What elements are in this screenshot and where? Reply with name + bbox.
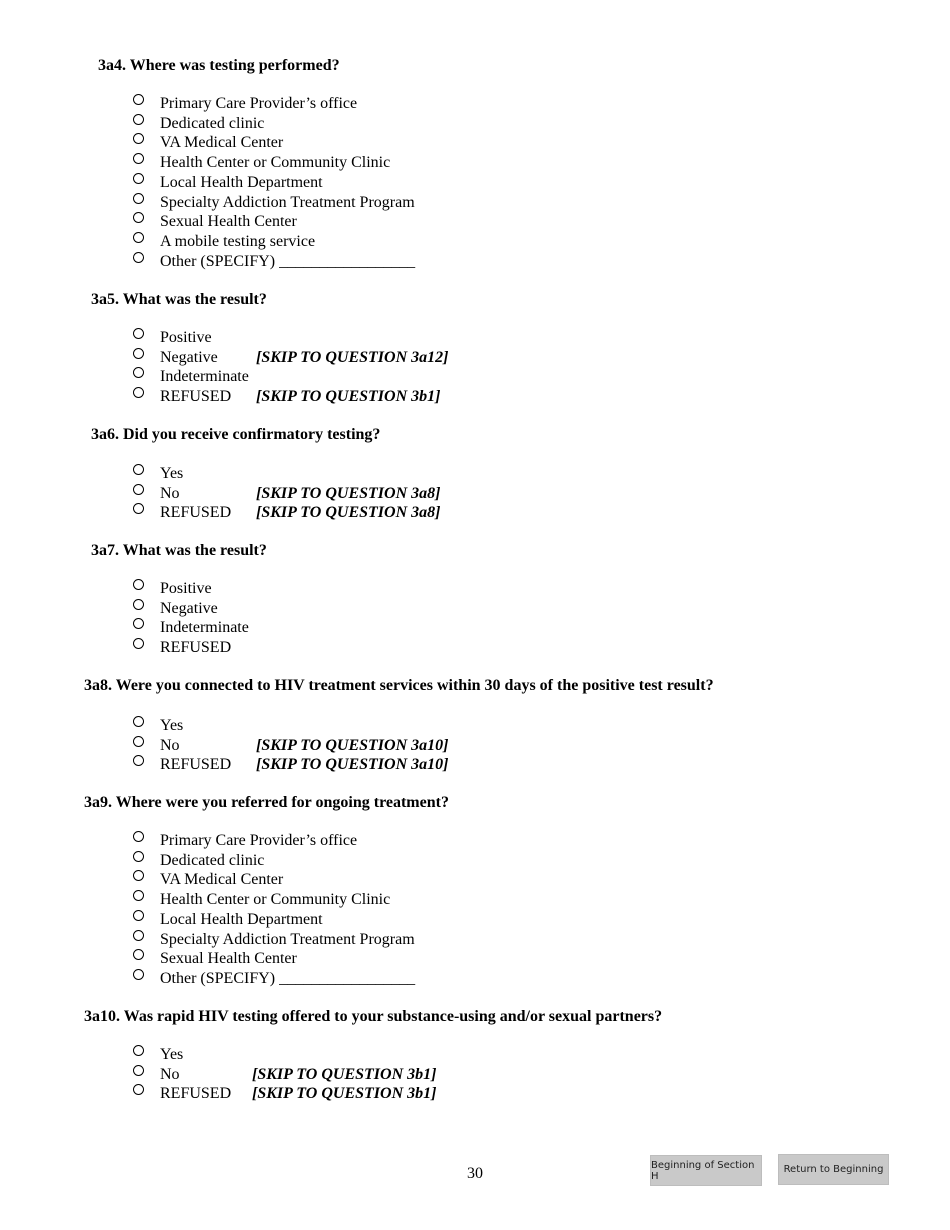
radio-button-icon[interactable] (133, 890, 144, 901)
skip-instruction: [SKIP TO QUESTION 3b1] (252, 1065, 437, 1083)
option-label: REFUSED (160, 639, 232, 657)
skip-instruction: [SKIP TO QUESTION 3b1] (256, 388, 441, 406)
radio-button-icon[interactable] (133, 910, 144, 921)
radio-button-icon[interactable] (133, 114, 144, 125)
question-title: 3a4. Where was testing performed? (98, 57, 340, 74)
radio-button-icon[interactable] (133, 1084, 144, 1095)
radio-button-icon[interactable] (133, 870, 144, 881)
skip-instruction: [SKIP TO QUESTION 3a12] (256, 348, 449, 366)
answer-option[interactable] (133, 94, 633, 114)
radio-button-icon[interactable] (133, 716, 144, 727)
beginning-of-section-button[interactable]: Beginning of Section H (650, 1155, 762, 1186)
radio-button-icon[interactable] (133, 212, 144, 223)
answer-option[interactable] (133, 831, 633, 851)
option-label: No (160, 484, 180, 502)
option-label: Positive (160, 329, 212, 346)
option-label: Other (SPECIFY) _________________ (160, 969, 416, 987)
skip-instruction: [SKIP TO QUESTION 3a10] (256, 756, 449, 774)
option-label: Sexual Health Center (160, 213, 297, 231)
option-label: No (160, 1065, 180, 1083)
option-label: Dedicated clinic (160, 851, 265, 869)
answer-option[interactable] (133, 1084, 633, 1104)
radio-button-icon[interactable] (133, 831, 144, 842)
page-number: 30 (467, 1165, 483, 1182)
radio-button-icon[interactable] (133, 1065, 144, 1076)
option-label: Specialty Addiction Treatment Program (160, 930, 415, 948)
radio-button-icon[interactable] (133, 173, 144, 184)
radio-button-icon[interactable] (133, 599, 144, 610)
skip-instruction: [SKIP TO QUESTION 3a8] (256, 484, 441, 502)
radio-button-icon[interactable] (133, 1045, 144, 1056)
option-label: Yes (160, 1046, 184, 1063)
answer-option[interactable] (133, 638, 633, 658)
skip-instruction: [SKIP TO QUESTION 3a10] (256, 736, 449, 754)
question-title: 3a6. Did you receive confirmatory testing? (91, 426, 381, 443)
option-label: Health Center or Community Clinic (160, 891, 391, 909)
radio-button-icon[interactable] (133, 484, 144, 495)
answer-option[interactable] (133, 969, 633, 989)
option-label: REFUSED (160, 504, 232, 522)
radio-button-icon[interactable] (133, 252, 144, 263)
radio-button-icon[interactable] (133, 348, 144, 359)
answer-option[interactable] (133, 212, 633, 232)
radio-button-icon[interactable] (133, 94, 144, 105)
option-label: No (160, 736, 180, 754)
answer-option[interactable] (133, 736, 633, 756)
option-label: Indeterminate (160, 619, 249, 637)
option-label: Local Health Department (160, 173, 323, 191)
option-label: REFUSED (160, 388, 232, 406)
radio-button-icon[interactable] (133, 736, 144, 747)
option-label: Indeterminate (160, 368, 249, 386)
answer-option[interactable] (133, 949, 633, 969)
answer-option[interactable] (133, 618, 633, 638)
answer-option[interactable] (133, 114, 633, 134)
radio-button-icon[interactable] (133, 930, 144, 941)
answer-option[interactable] (133, 387, 633, 407)
answer-option[interactable] (133, 173, 633, 193)
question-title: 3a8. Were you connected to HIV treatment services within 30 days of the positive test result? (84, 677, 714, 694)
option-label: Yes (160, 465, 184, 482)
answer-option[interactable] (133, 890, 633, 910)
option-label: A mobile testing service (160, 232, 316, 250)
question-title: 3a7. What was the result? (91, 542, 267, 559)
option-label: REFUSED (160, 1085, 232, 1103)
radio-button-icon[interactable] (133, 387, 144, 398)
radio-button-icon[interactable] (133, 969, 144, 980)
skip-instruction: [SKIP TO QUESTION 3a8] (256, 504, 441, 522)
answer-option[interactable] (133, 367, 633, 387)
answer-option[interactable] (133, 851, 633, 871)
answer-option[interactable] (133, 464, 633, 484)
option-label: Other (SPECIFY) _________________ (160, 252, 416, 270)
answer-option[interactable] (133, 579, 633, 599)
option-label: Primary Care Provider’s office (160, 95, 358, 112)
answer-option[interactable] (133, 348, 633, 368)
option-label: Specialty Addiction Treatment Program (160, 193, 415, 211)
radio-button-icon[interactable] (133, 232, 144, 243)
answer-option[interactable] (133, 755, 633, 775)
option-label: REFUSED (160, 756, 232, 774)
answer-option[interactable] (133, 153, 633, 173)
radio-button-icon[interactable] (133, 464, 144, 475)
radio-button-icon[interactable] (133, 618, 144, 629)
radio-button-icon[interactable] (133, 638, 144, 649)
radio-button-icon[interactable] (133, 579, 144, 590)
question-title: 3a5. What was the result? (91, 291, 267, 308)
radio-button-icon[interactable] (133, 193, 144, 204)
radio-button-icon[interactable] (133, 328, 144, 339)
answer-option[interactable] (133, 133, 633, 153)
option-label: Sexual Health Center (160, 950, 297, 968)
radio-button-icon[interactable] (133, 367, 144, 378)
answer-option[interactable] (133, 870, 633, 890)
question-title: 3a10. Was rapid HIV testing offered to your substance-using and/or sexual partners? (84, 1008, 663, 1025)
option-label: Primary Care Provider’s office (160, 832, 358, 849)
answer-option[interactable] (133, 1065, 633, 1085)
answer-option[interactable] (133, 503, 633, 523)
radio-button-icon[interactable] (133, 133, 144, 144)
radio-button-icon[interactable] (133, 153, 144, 164)
skip-instruction: [SKIP TO QUESTION 3b1] (252, 1085, 437, 1103)
answer-option[interactable] (133, 1045, 633, 1065)
question-title: 3a9. Where were you referred for ongoing treatment? (84, 794, 449, 811)
option-label: Negative (160, 599, 218, 617)
option-label: Yes (160, 717, 184, 734)
answer-option[interactable] (133, 232, 633, 252)
option-label: VA Medical Center (160, 134, 284, 152)
answer-option[interactable] (133, 484, 633, 504)
answer-option[interactable] (133, 328, 633, 348)
answer-option[interactable] (133, 252, 633, 272)
option-label: Positive (160, 580, 212, 597)
answer-option[interactable] (133, 599, 633, 619)
return-to-beginning-button[interactable]: Return to Beginning (778, 1154, 889, 1185)
answer-option[interactable] (133, 930, 633, 950)
answer-option[interactable] (133, 193, 633, 213)
option-label: VA Medical Center (160, 871, 284, 889)
option-label: Local Health Department (160, 910, 323, 928)
radio-button-icon[interactable] (133, 851, 144, 862)
option-label: Dedicated clinic (160, 114, 265, 132)
answer-option[interactable] (133, 716, 633, 736)
radio-button-icon[interactable] (133, 503, 144, 514)
option-label: Health Center or Community Clinic (160, 154, 391, 172)
answer-option[interactable] (133, 910, 633, 930)
option-label: Negative (160, 348, 218, 366)
radio-button-icon[interactable] (133, 755, 144, 766)
radio-button-icon[interactable] (133, 949, 144, 960)
